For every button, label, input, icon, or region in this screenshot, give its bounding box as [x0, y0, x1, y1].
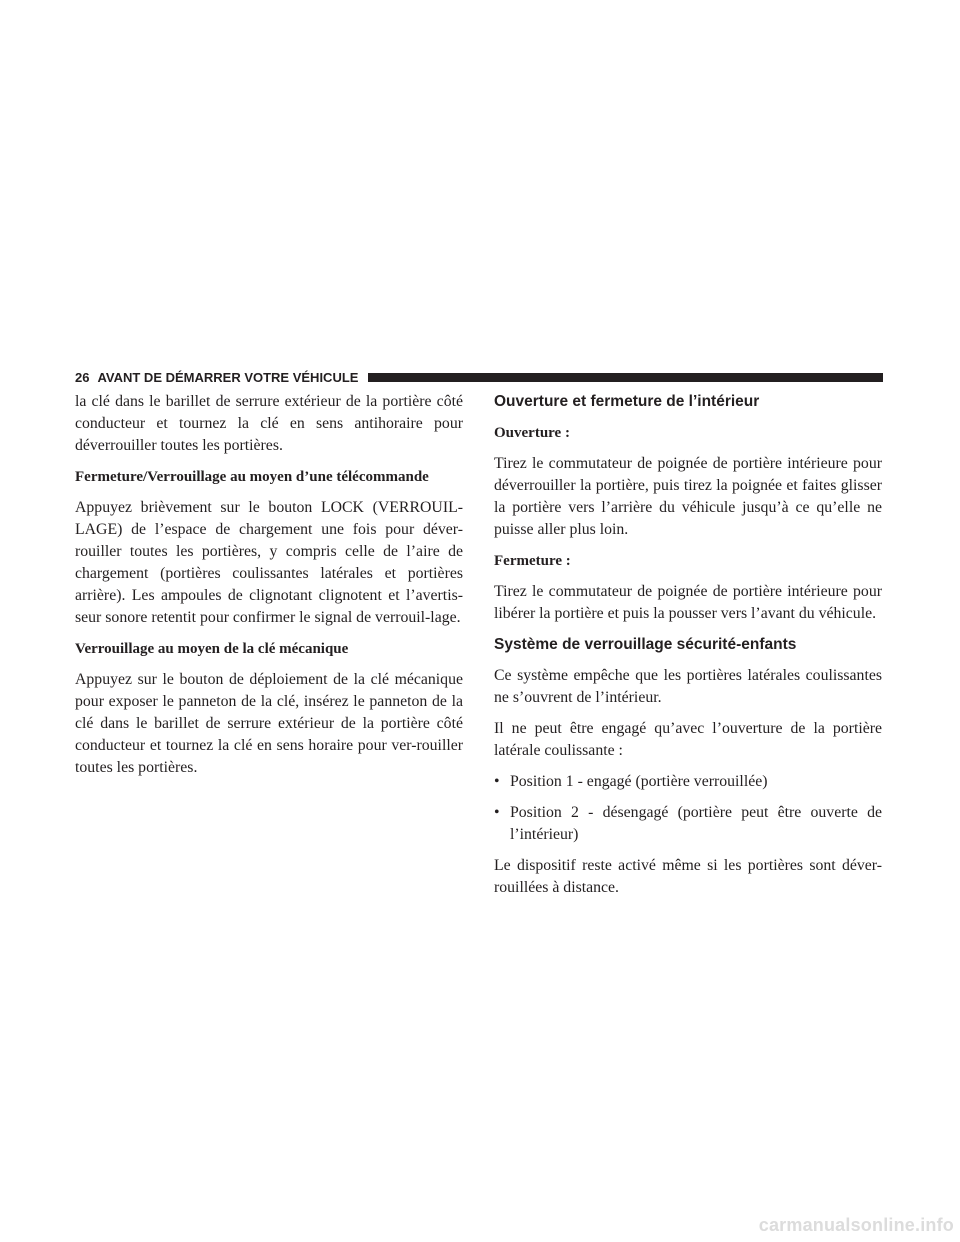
paragraph: Le dispositif reste activé même si les portières sont déver-rouillées à distance.	[494, 857, 882, 896]
position-list	[494, 771, 882, 846]
paragraph: Appuyez brièvement sur le bouton LOCK (VERROUIL-LAGE) de l’espace de chargement une fois pour déver-rouiller toutes les portières, y compris celle de l’aire de chargement (portières coulissantes latérales et portières arrière). Les ampoules de clignotant clignotent et l’avertis-seur sonore retentit pour confirmer le signal de verrouil-lage.	[75, 499, 463, 626]
paragraph: Appuyez sur le bouton de déploiement de la clé mécanique pour exposer le panneton de la clé, insérez le panneton de la clé dans le barillet de serrure extérieur de la portière côté conducteur et tournez la clé en sens horaire pour ver-rouiller toutes les portières.	[75, 671, 463, 776]
section-heading-child-lock: Système de verrouillage sécurité-enfants	[494, 636, 797, 653]
left-column	[75, 391, 463, 788]
bullet-icon: •	[494, 804, 500, 821]
paragraph: Tirez le commutateur de poignée de portière intérieure pour déverrouiller la portière, puis tirez la poignée et faites glisser la portière vers l’arrière du véhicule jusqu’à ce qu’elle ne puisse aller plus loin.	[494, 455, 882, 538]
watermark: carmanualsonline.info	[758, 1215, 954, 1235]
paragraph: Tirez le commutateur de poignée de portière intérieure pour libérer la portière et puis la pousser vers l’avant du véhicule.	[494, 583, 882, 622]
right-column	[494, 391, 882, 908]
section-heading-inside-operation: Ouverture et fermeture de l’intérieur	[494, 393, 760, 410]
page-number: 26	[75, 369, 90, 385]
subheading-opening: Ouverture :	[494, 425, 570, 441]
subheading-closing: Fermeture :	[494, 553, 571, 569]
subheading-remote-lock: Fermeture/Verrouillage au moyen d’une télécommande	[75, 469, 429, 485]
page-header	[75, 366, 883, 388]
list-item	[494, 802, 882, 846]
paragraph: Ce système empêche que les portières latérales coulissantes ne s’ouvrent de l’intérieur.	[494, 667, 882, 706]
bullet-icon: •	[494, 773, 500, 790]
paragraph: la clé dans le barillet de serrure extérieur de la portière côté conducteur et tournez la clé en sens antihoraire pour déverrouiller toutes les portières.	[75, 393, 463, 454]
header-rule	[368, 373, 883, 382]
list-item	[494, 771, 882, 793]
paragraph: Il ne peut être engagé qu’avec l’ouverture de la portière latérale coulissante :	[494, 720, 882, 759]
section-title: AVANT DE DÉMARRER VOTRE VÉHICULE	[97, 369, 359, 385]
list-item-text: Position 1 - engagé (portière verrouillée)	[510, 773, 768, 790]
subheading-mechanical-key: Verrouillage au moyen de la clé mécanique	[75, 641, 349, 657]
list-item-text: Position 2 - désengagé (portière peut être ouverte de l’intérieur)	[510, 804, 882, 843]
